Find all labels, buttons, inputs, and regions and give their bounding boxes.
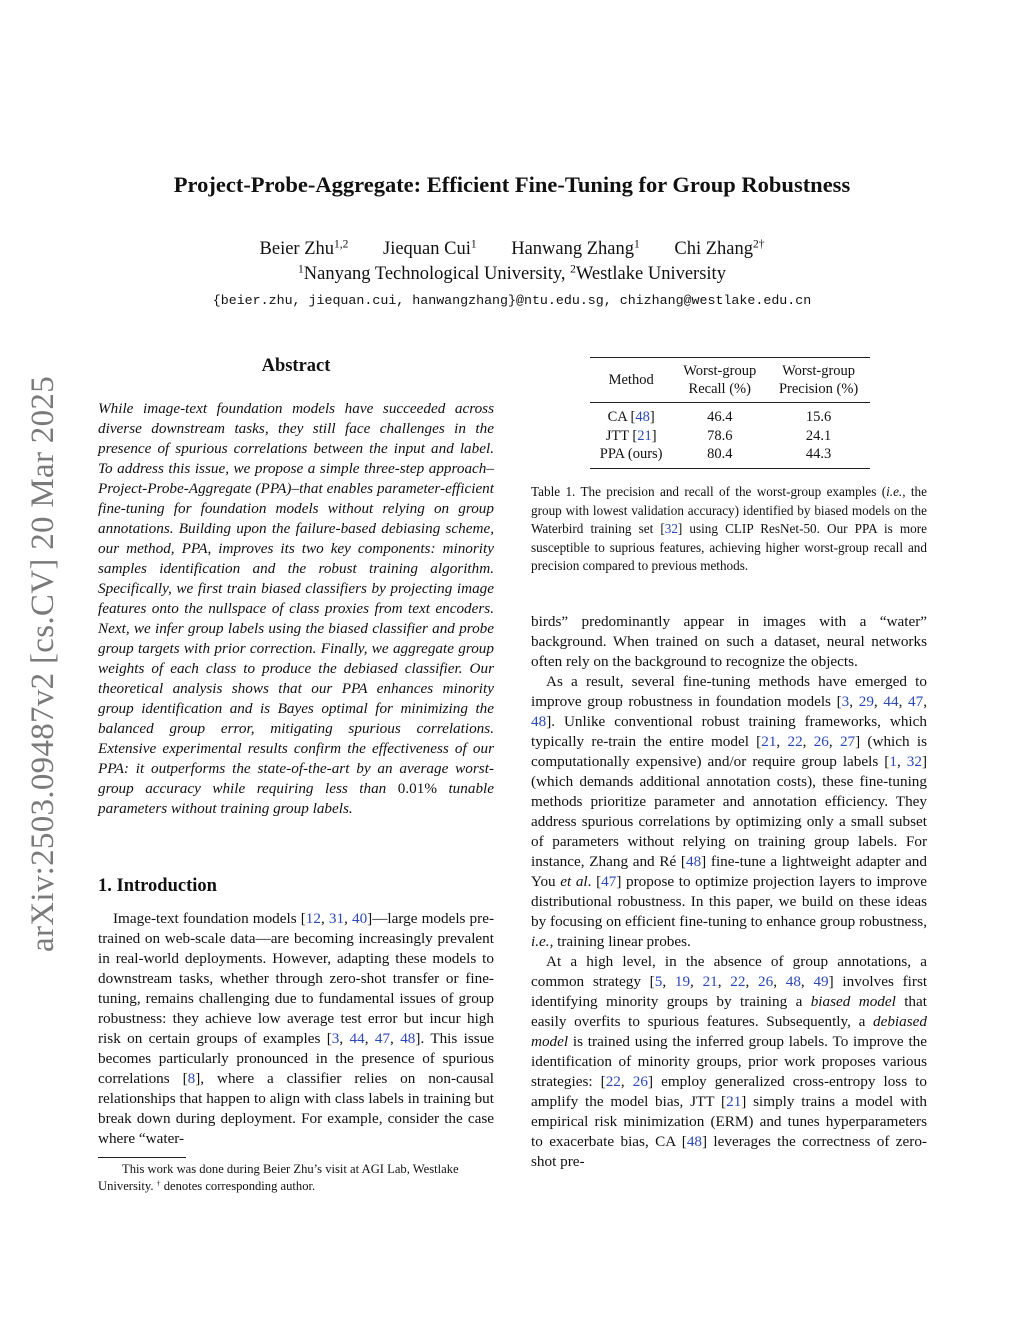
citation-link[interactable]: 12 bbox=[305, 910, 321, 927]
abstract-heading: Abstract bbox=[261, 356, 331, 376]
citation-link[interactable]: 21 bbox=[761, 733, 777, 750]
citation-link[interactable]: 48 bbox=[685, 853, 702, 870]
citation-link[interactable]: 5 bbox=[654, 973, 663, 990]
method-cell: JTT [21] bbox=[605, 427, 657, 444]
citation-link[interactable]: 26 bbox=[632, 1073, 648, 1090]
paragraph: birds” predominantly appear in images with a “water” background. When trained on such a dataset, neural networks often rely on the background to recognize the objects. bbox=[531, 613, 927, 670]
citation-link[interactable]: 8 bbox=[187, 1070, 196, 1087]
footnote: This work was done during Beier Zhu’s visit at AGI Lab, Westlake University. † denotes corresponding author. bbox=[98, 1162, 459, 1193]
precision-cell: 24.1 bbox=[805, 427, 832, 444]
table-row bbox=[590, 427, 870, 446]
citation-link[interactable]: 22 bbox=[730, 973, 746, 990]
precision-cell: 44.3 bbox=[805, 446, 832, 462]
citation-link[interactable]: 27 bbox=[839, 733, 856, 750]
footnote-divider bbox=[98, 1157, 186, 1158]
citation-link[interactable]: 26 bbox=[758, 973, 774, 990]
method-cell: CA [48] bbox=[607, 409, 655, 425]
results-table bbox=[590, 357, 870, 469]
column-header-method: Method bbox=[608, 372, 654, 388]
recall-cell: 78.6 bbox=[707, 427, 733, 444]
citation-link[interactable]: 29 bbox=[858, 693, 874, 710]
introduction-body-continued bbox=[531, 612, 927, 1172]
citation-link[interactable]: 48 bbox=[400, 1030, 416, 1047]
author: Jiequan Cui$^1$ bbox=[383, 238, 477, 259]
affiliations: $^1$Nanyang Technological University, $^2$Westlake University bbox=[298, 263, 726, 284]
citation-link[interactable]: 32 bbox=[664, 521, 678, 536]
citation-link[interactable]: 21 bbox=[726, 1093, 742, 1110]
citation-link[interactable]: 48 bbox=[531, 713, 547, 730]
introduction-heading: 1. Introduction bbox=[98, 876, 217, 896]
citation-link[interactable]: 44 bbox=[349, 1030, 365, 1047]
citation-link[interactable]: 21 bbox=[702, 973, 718, 990]
paragraph: As a result, several fine-tuning methods have emerged to improve group robustness in foundation models [3, 29, 44, 47, 48]. Unlike conventional robust training frameworks, which typically re-train the entire model [21, 22, 26, 27] (which is computationally expensive) and/or require group labels [1, 32] (which demands additional annotation costs), these fine-tuning methods prioritize parameter and annotation efficiency. They address spurious correlations by optimizing only a small subset of parameters without relying on training group labels. For instance, Zhang and Ré [48] fine-tune a lightweight adapter and You et al. [47] propose to optimize projection layers to improve distributional robustness. In this paper, we build on these ideas by focusing on efficient fine-tuning to enhance group robustness, i.e., training linear probes. bbox=[531, 673, 928, 950]
recall-cell: 80.4 bbox=[707, 446, 733, 462]
citation-link[interactable]: 40 bbox=[351, 910, 368, 927]
method-cell: PPA (ours) bbox=[599, 446, 663, 462]
citation-link[interactable]: 48 bbox=[686, 1133, 702, 1150]
arxiv-identifier: arXiv:2503.09487v2 [cs.CV] 20 Mar 2025 bbox=[25, 376, 61, 952]
precision-cell: 15.6 bbox=[805, 409, 832, 425]
introduction-body bbox=[98, 909, 494, 1149]
abstract-body: While image-text foundation models have succeeded across diverse downstream tasks, they still face challenges in the presence of spurious correlations between the input and label. To address this issue, we propose a simple three-step approach–Project-Probe-Aggregate (PPA)–that enables parameter-efficient fine-tuning for foundation models without relying on group annotations. Building upon the failure-based debiasing scheme, our method, PPA, improves its two key components: minority samples identification and the robust training algorithm. Specifically, we first train biased classifiers by projecting image features onto the nullspace of class proxies from text encoders. Next, we infer group labels using the biased classifier and probe group targets with prior correction. Finally, we aggregate group weights of each class to produce the debiased classifier. Our theoretical analysis shows that our PPA enhances minority group identification and is Bayes optimal for minimizing the balanced group error, mitigating spurious correlations. Extensive experimental results confirm the effectiveness of our PPA: it outperforms the state-of-the-art by an average worst-group accuracy while requiring less than 0.01% tunable parameters without training group labels. bbox=[98, 400, 494, 817]
author: Hanwang Zhang$^1$ bbox=[511, 238, 640, 259]
citation-link[interactable]: 32 bbox=[906, 753, 922, 770]
citation-link[interactable]: 44 bbox=[883, 693, 899, 710]
table-row bbox=[590, 445, 870, 468]
citation-link[interactable]: 31 bbox=[328, 910, 345, 927]
paragraph: Image-text foundation models [12, 31, 40]—large models pre-trained on web-scale data—are becoming increasingly prevalent in real-world deployments. However, adapting these models to downstream tasks, whether through zero-shot transfer or fine-tuning, remains challenging due to fundamental issues of group robustness: they achieve low average test error but incur high risk on certain groups of examples [3, 44, 47, 48]. This issue becomes particularly pronounced in the presence of spurious correlations [8], where a classifier relies on non-causal relationships that happen to align with class labels in training but break down during deployment. For example, consider the case where “water- bbox=[98, 910, 495, 1147]
citation-link[interactable]: 26 bbox=[813, 733, 829, 750]
citation-link[interactable]: 19 bbox=[674, 973, 691, 990]
table-row bbox=[590, 403, 870, 427]
citation-link[interactable]: 21 bbox=[637, 427, 652, 444]
citation-link[interactable]: 22 bbox=[605, 1073, 621, 1090]
citation-link[interactable]: 3 bbox=[841, 693, 850, 710]
citation-link[interactable]: 47 bbox=[908, 693, 924, 710]
author-emails: {beier.zhu, jiequan.cui, hanwangzhang}@ntu.edu.sg, chizhang@westlake.edu.cn bbox=[212, 293, 812, 308]
author: Beier Zhu$^{1,2}$ bbox=[259, 238, 349, 259]
citation-link[interactable]: 22 bbox=[787, 733, 803, 750]
recall-cell: 46.4 bbox=[707, 409, 733, 425]
author: Chi Zhang$^{2\dagger}$ bbox=[674, 238, 765, 259]
citation-link[interactable]: 49 bbox=[813, 973, 829, 990]
citation-link[interactable]: 47 bbox=[374, 1030, 391, 1047]
citation-link[interactable]: 48 bbox=[635, 409, 650, 425]
citation-link[interactable]: 3 bbox=[331, 1030, 340, 1047]
table-caption: Table 1. The precision and recall of the worst-group examples (i.e., the group with lowest validation accuracy) identified by biased models on the Waterbird training set [32] using CLIP ResNet-50. Our PPA is more susceptible to suprious features, achieving higher worst-group recall and precision compared to previous methods. bbox=[531, 484, 927, 573]
column-header-precision: Worst-group Precision (%) bbox=[778, 363, 859, 397]
paper-title: Project-Probe-Aggregate: Efficient Fine-Tuning for Group Robustness bbox=[173, 172, 851, 197]
citation-link[interactable]: 47 bbox=[601, 873, 617, 890]
citation-link[interactable]: 48 bbox=[785, 973, 801, 990]
author-list bbox=[0, 239, 1024, 260]
column-header-recall: Worst-group Recall (%) bbox=[683, 363, 757, 397]
paragraph: At a high level, in the absence of group annotations, a common strategy [5, 19, 21, 22, 26, 48, 49] involves first identifying minority groups by training a biased model that easily overfits to spurious features. Subsequently, a debiased model is trained using the inferred group labels. To improve the identification of minority groups, prior work proposes various strategies: [22, 26] employ generalized cross-entropy loss to amplify the model bias, JTT [21] simply trains a model with empirical risk minimization (ERM) and tunes hyperparameters to exacerbate bias, CA [48] leverages the correctness of zero-shot pre- bbox=[531, 953, 928, 1170]
citation-link[interactable]: 1 bbox=[889, 753, 897, 770]
